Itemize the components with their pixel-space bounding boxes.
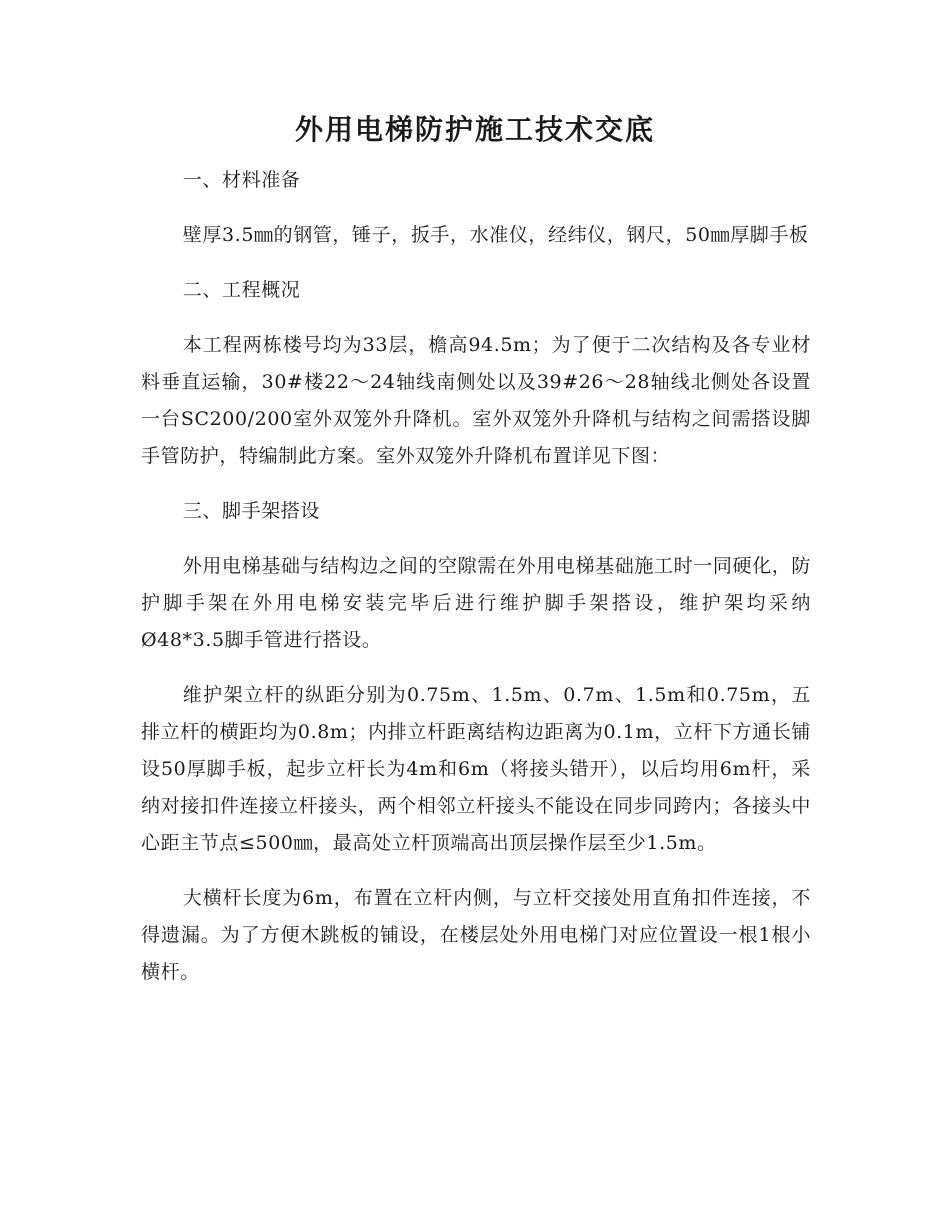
document-body — [141, 162, 811, 1009]
paragraph-project-overview: 本工程两栋楼号均为33层，檐高94.5m；为了便于二次结构及各专业材料垂直运输，30#楼22～24轴线南侧处以及39#26～28轴线北侧处各设置一台SC200/200室外双笼外升降机。室外双笼外升降机与结构之间需搭设脚手管防护，特编制此方案。室外双笼外升降机布置详见下图： — [141, 334, 811, 467]
section-heading-overview: 二、工程概况 — [182, 279, 301, 301]
document-title: 外用电梯防护施工技术交底 — [294, 113, 655, 146]
paragraph-uprights: 维护架立杆的纵距分别为0.75m、1.5m、0.7m、1.5m和0.75m，五排立杆的横距均为0.8m；内排立杆距离结构边距离为0.1m，立杆下方通长铺设50厚脚手板，起步立杆长为4m和6m（将接头错开），以后均用6m杆，采纳对接扣件连接立杆接头，两个相邻立杆接头不能设在同步同跨内；各接头中心距主节点≤500㎜，最高处立杆顶端高出顶层操作层至少1.5m。 — [141, 684, 811, 854]
section-heading-materials: 一、材料准备 — [182, 169, 301, 191]
paragraph-materials-list: 壁厚3.5㎜的钢管，锤子，扳手，水准仪，经纬仪，钢尺，50㎜厚脚手板 — [182, 224, 809, 246]
paragraph-scaffolding-intro: 外用电梯基础与结构边之间的空隙需在外用电梯基础施工时一同硬化，防护脚手架在外用电梯安装完毕后进行维护脚手架搭设，维护架均采纳Ø48*3.5脚手管进行搭设。 — [141, 555, 811, 651]
paragraph-ledgers: 大横杆长度为6m，布置在立杆内侧，与立杆交接处用直角扣件连接，不得遗漏。为了方便木跳板的铺设，在楼层处外用电梯门对应位置设一根1根小横杆。 — [141, 887, 811, 983]
section-heading-scaffolding: 三、脚手架搭设 — [182, 500, 320, 522]
